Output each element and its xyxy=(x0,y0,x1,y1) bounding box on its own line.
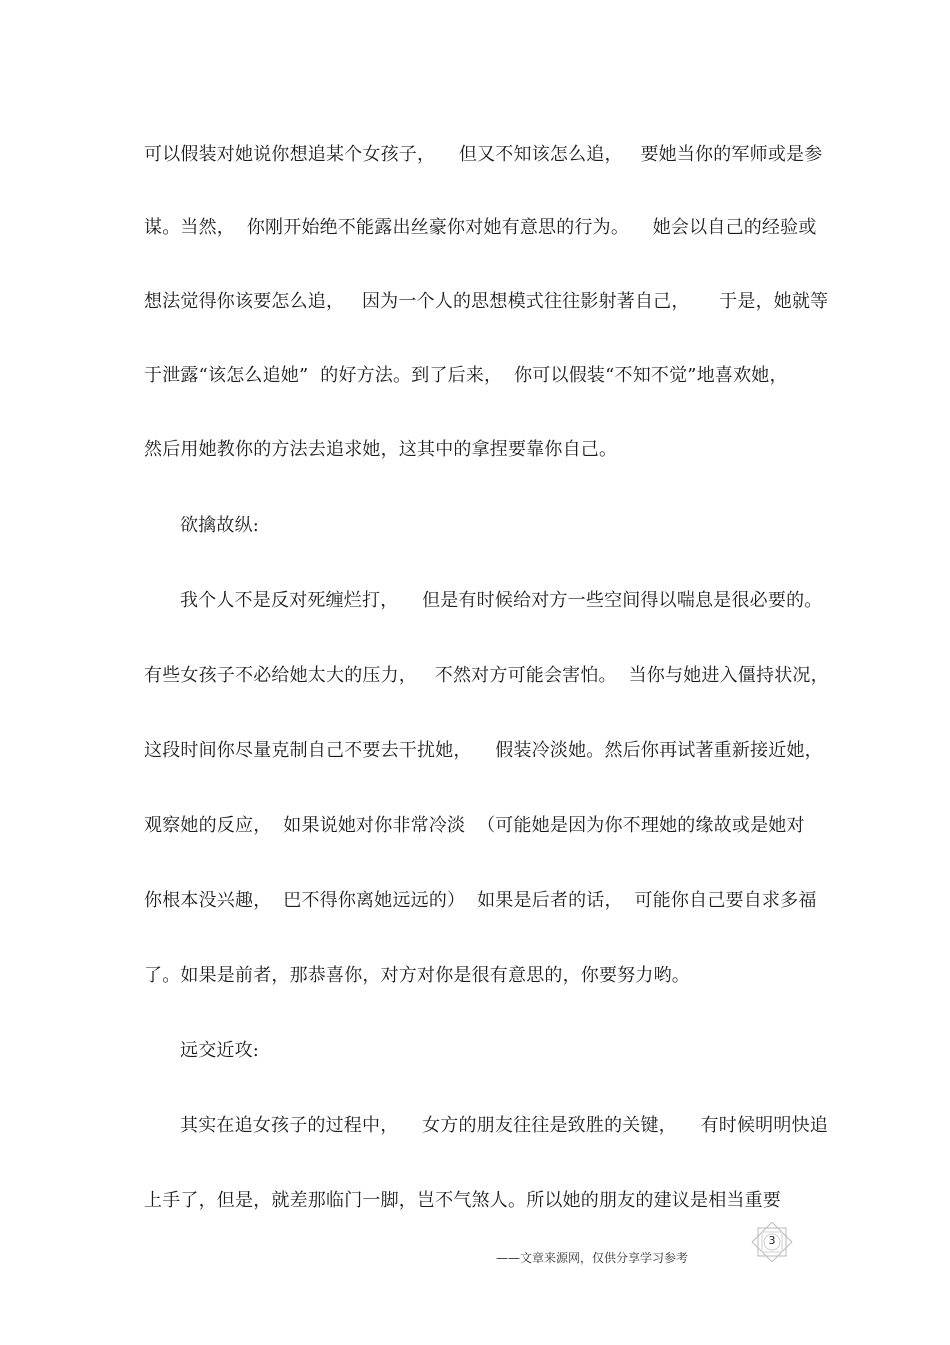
section-heading: 远交近攻: xyxy=(180,1040,260,1061)
section-heading: 欲擒故纵: xyxy=(180,515,260,536)
body-text-line: 上手了，但是，就差那临门一脚，岂不气煞人。所以她的朋友的建议是相当重要 xyxy=(144,1190,781,1211)
body-text-line: 想法觉得你该要怎么追， 因为一个人的思想模式往往影射著自己， 于是，她就等 xyxy=(144,291,829,312)
body-text-line: 于泄露“该怎么追她” 的好方法。到了后来， 你可以假装“不知不觉”地喜欢她， xyxy=(144,365,788,386)
footer-source-note: ——文章来源网，仅供分享学习参考 xyxy=(496,1251,689,1265)
body-text-line: 这段时间你尽量克制自己不要去干扰她， 假装冷淡她。然后你再试著重新接近她， xyxy=(144,740,823,761)
body-text-line: 你根本没兴趣， 巴不得你离她远远的） 如果是后者的话， 可能你自己要自求多福 xyxy=(144,890,817,911)
body-text-line: 有些女孩子不必给她太大的压力， 不然对方可能会害怕。 当你与她进入僵持状况， xyxy=(144,665,829,686)
body-text-line: 可以假装对她说你想追某个女孩子， 但又不知该怎么追， 要她当你的军师或是参 xyxy=(144,144,823,165)
page-number-badge xyxy=(748,1222,796,1262)
body-text-line: 谋。当然， 你刚开始绝不能露出丝豪你对她有意思的行为。 她会以自己的经验或 xyxy=(144,217,817,238)
body-text-line: 然后用她教你的方法去追求她，这其中的拿捏要靠你自己。 xyxy=(144,439,618,460)
body-text-line: 了。如果是前者，那恭喜你，对方对你是很有意思的，你要努力哟。 xyxy=(144,965,690,986)
body-text-line: 其实在追女孩子的过程中， 女方的朋友往往是致胜的关键， 有时候明明快追 xyxy=(180,1115,828,1136)
body-text-line: 我个人不是反对死缠烂打， 但是有时候给对方一些空间得以喘息是很必要的。 xyxy=(180,590,823,611)
body-text-line: 观察她的反应， 如果说她对你非常冷淡 （可能她是因为你不理她的缘故或是她对 xyxy=(144,815,805,836)
page-number: 3 xyxy=(768,1234,776,1247)
